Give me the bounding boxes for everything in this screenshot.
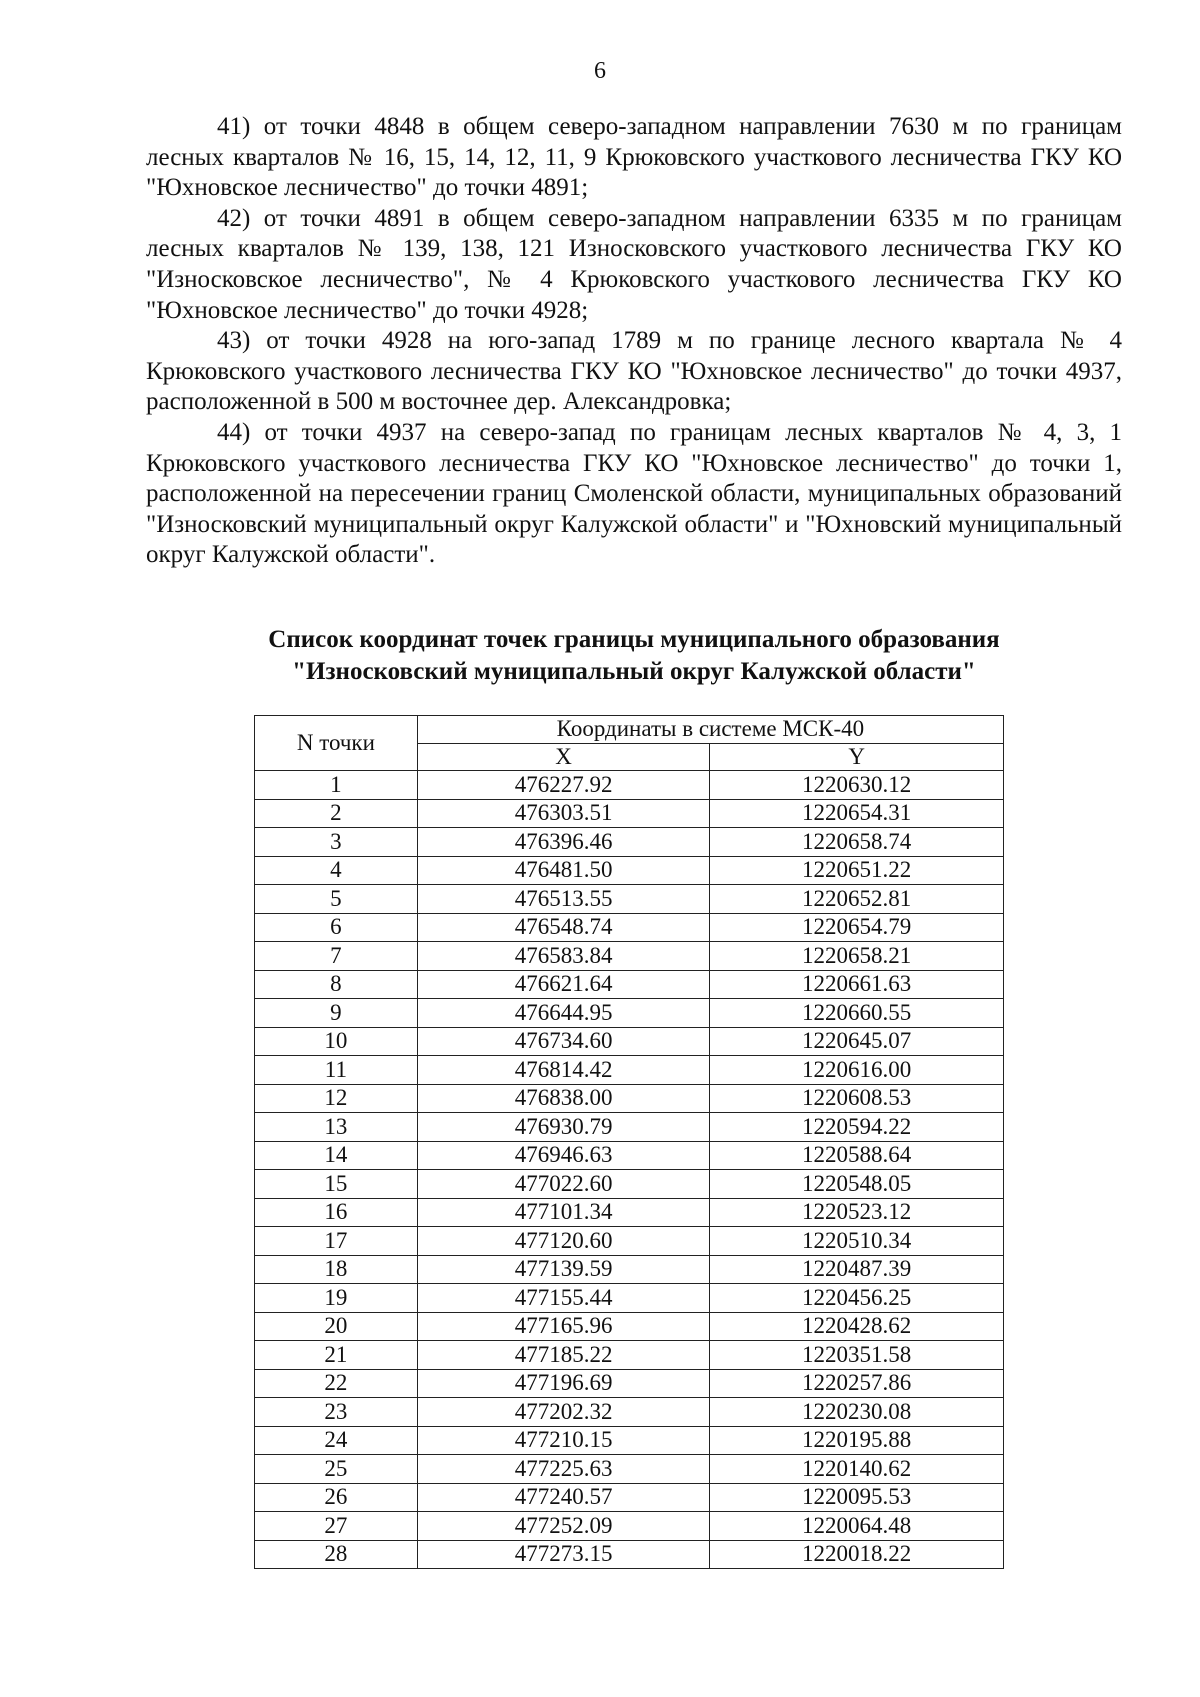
point-number-cell: 12 [255,1084,418,1113]
table-row [255,999,1004,1028]
x-coordinate-cell: 477196.69 [417,1369,710,1398]
table-row [255,1455,1004,1484]
table-row [255,1540,1004,1569]
y-coordinate-cell: 1220608.53 [710,1084,1004,1113]
y-coordinate-cell: 1220654.79 [710,913,1004,942]
x-coordinate-cell: 476838.00 [417,1084,710,1113]
y-coordinate-cell: 1220428.62 [710,1312,1004,1341]
table-row [255,1398,1004,1427]
point-number-cell: 14 [255,1141,418,1170]
table-row [255,771,1004,800]
y-coordinate-cell: 1220645.07 [710,1027,1004,1056]
table-heading [146,624,1122,688]
x-coordinate-cell: 476734.60 [417,1027,710,1056]
point-number-cell: 11 [255,1056,418,1085]
point-number-cell: 9 [255,999,418,1028]
paragraph-44: 44) от точки 4937 на северо-запад по границам лесных кварталов № 4, 3, 1 Крюковского участкового лесничества ГКУ КО "Юхновское лесничество" до точки 1, расположенной на пересечении границ Смоленской области, муниципальных образований "Износковский муниципальный округ Калужской области" и "Юхновский муниципальный округ Калужской области". [146,418,1122,569]
x-coordinate-cell: 476396.46 [417,828,710,857]
x-coordinate-cell: 477225.63 [417,1455,710,1484]
point-number-cell: 6 [255,913,418,942]
point-number-cell: 5 [255,885,418,914]
table-row [255,1027,1004,1056]
x-coordinate-cell: 477252.09 [417,1512,710,1541]
y-coordinate-cell: 1220018.22 [710,1540,1004,1569]
x-coordinate-cell: 477202.32 [417,1398,710,1427]
point-number-cell: 21 [255,1341,418,1370]
table-row [255,856,1004,885]
point-number-cell: 16 [255,1198,418,1227]
x-coordinate-cell: 477185.22 [417,1341,710,1370]
body-text [146,112,1122,571]
y-coordinate-cell: 1220230.08 [710,1398,1004,1427]
table-row [255,1113,1004,1142]
coordinates-table-body [255,771,1004,1569]
table-row [255,1084,1004,1113]
y-coordinate-cell: 1220523.12 [710,1198,1004,1227]
point-number-cell: 27 [255,1512,418,1541]
table-row [255,1198,1004,1227]
table-row [255,1341,1004,1370]
table-row [255,885,1004,914]
table-row [255,1170,1004,1199]
y-coordinate-cell: 1220195.88 [710,1426,1004,1455]
point-number-cell: 7 [255,942,418,971]
x-coordinate-cell: 476583.84 [417,942,710,971]
y-coordinate-cell: 1220140.62 [710,1455,1004,1484]
header-x: X [417,743,710,771]
table-heading-line-2: "Износковский муниципальный округ Калужской области" [292,658,976,685]
x-coordinate-cell: 476481.50 [417,856,710,885]
table-row [255,1056,1004,1085]
y-coordinate-cell: 1220658.21 [710,942,1004,971]
point-number-cell: 24 [255,1426,418,1455]
coordinates-table [254,715,1004,1569]
point-number-cell: 8 [255,970,418,999]
header-point-number: N точки [255,716,418,771]
point-number-cell: 19 [255,1284,418,1313]
y-coordinate-cell: 1220651.22 [710,856,1004,885]
y-coordinate-cell: 1220064.48 [710,1512,1004,1541]
y-coordinate-cell: 1220548.05 [710,1170,1004,1199]
table-row [255,1426,1004,1455]
y-coordinate-cell: 1220630.12 [710,771,1004,800]
table-row [255,828,1004,857]
y-coordinate-cell: 1220351.58 [710,1341,1004,1370]
table-row [255,1227,1004,1256]
page-number: 6 [594,58,606,84]
x-coordinate-cell: 477155.44 [417,1284,710,1313]
x-coordinate-cell: 476946.63 [417,1141,710,1170]
paragraph-43: 43) от точки 4928 на юго-запад 1789 м по границе лесного квартала № 4 Крюковского участкового лесничества ГКУ КО "Юхновское лесничество" до точки 4937, расположенной в 500 м восточнее дер. Александровка; [146,327,1122,416]
table-row [255,942,1004,971]
table-row [255,1312,1004,1341]
table-row [255,1369,1004,1398]
point-number-cell: 2 [255,799,418,828]
paragraph-41: 41) от точки 4848 в общем северо-западном направлении 7630 м по границам лесных кварталов № 16, 15, 14, 12, 11, 9 Крюковского участкового лесничества ГКУ КО "Юхновское лесничество" до точки 4891; [146,113,1122,202]
y-coordinate-cell: 1220660.55 [710,999,1004,1028]
x-coordinate-cell: 476814.42 [417,1056,710,1085]
x-coordinate-cell: 477120.60 [417,1227,710,1256]
x-coordinate-cell: 476227.92 [417,771,710,800]
table-row [255,1284,1004,1313]
x-coordinate-cell: 477210.15 [417,1426,710,1455]
table-row [255,913,1004,942]
point-number-cell: 20 [255,1312,418,1341]
table-row [255,1141,1004,1170]
paragraph-42: 42) от точки 4891 в общем северо-западном направлении 6335 м по границам лесных кварталов № 139, 138, 121 Износковского участкового лесничества ГКУ КО "Износковское лесничество", № 4 Крюковского участкового лесничества ГКУ КО "Юхновское лесничество" до точки 4928; [146,204,1122,324]
x-coordinate-cell: 477022.60 [417,1170,710,1199]
x-coordinate-cell: 477273.15 [417,1540,710,1569]
x-coordinate-cell: 477139.59 [417,1255,710,1284]
y-coordinate-cell: 1220510.34 [710,1227,1004,1256]
x-coordinate-cell: 476303.51 [417,799,710,828]
y-coordinate-cell: 1220095.53 [710,1483,1004,1512]
table-row [255,799,1004,828]
y-coordinate-cell: 1220594.22 [710,1113,1004,1142]
table-row [255,970,1004,999]
table-heading-line-1: Список координат точек границы муниципального образования [268,626,1000,653]
x-coordinate-cell: 476513.55 [417,885,710,914]
table-row [255,1512,1004,1541]
x-coordinate-cell: 476621.64 [417,970,710,999]
point-number-cell: 4 [255,856,418,885]
table-row [255,1483,1004,1512]
header-y: Y [710,743,1004,771]
point-number-cell: 10 [255,1027,418,1056]
y-coordinate-cell: 1220658.74 [710,828,1004,857]
point-number-cell: 18 [255,1255,418,1284]
y-coordinate-cell: 1220588.64 [710,1141,1004,1170]
y-coordinate-cell: 1220257.86 [710,1369,1004,1398]
point-number-cell: 23 [255,1398,418,1427]
y-coordinate-cell: 1220661.63 [710,970,1004,999]
x-coordinate-cell: 477240.57 [417,1483,710,1512]
point-number-cell: 25 [255,1455,418,1484]
point-number-cell: 28 [255,1540,418,1569]
point-number-cell: 3 [255,828,418,857]
point-number-cell: 15 [255,1170,418,1199]
point-number-cell: 26 [255,1483,418,1512]
point-number-cell: 17 [255,1227,418,1256]
x-coordinate-cell: 476930.79 [417,1113,710,1142]
y-coordinate-cell: 1220652.81 [710,885,1004,914]
y-coordinate-cell: 1220487.39 [710,1255,1004,1284]
y-coordinate-cell: 1220654.31 [710,799,1004,828]
header-coordinate-system: Координаты в системе МСК-40 [417,716,1003,744]
x-coordinate-cell: 476644.95 [417,999,710,1028]
point-number-cell: 1 [255,771,418,800]
y-coordinate-cell: 1220456.25 [710,1284,1004,1313]
y-coordinate-cell: 1220616.00 [710,1056,1004,1085]
x-coordinate-cell: 477165.96 [417,1312,710,1341]
point-number-cell: 13 [255,1113,418,1142]
table-row [255,1255,1004,1284]
point-number-cell: 22 [255,1369,418,1398]
x-coordinate-cell: 477101.34 [417,1198,710,1227]
x-coordinate-cell: 476548.74 [417,913,710,942]
